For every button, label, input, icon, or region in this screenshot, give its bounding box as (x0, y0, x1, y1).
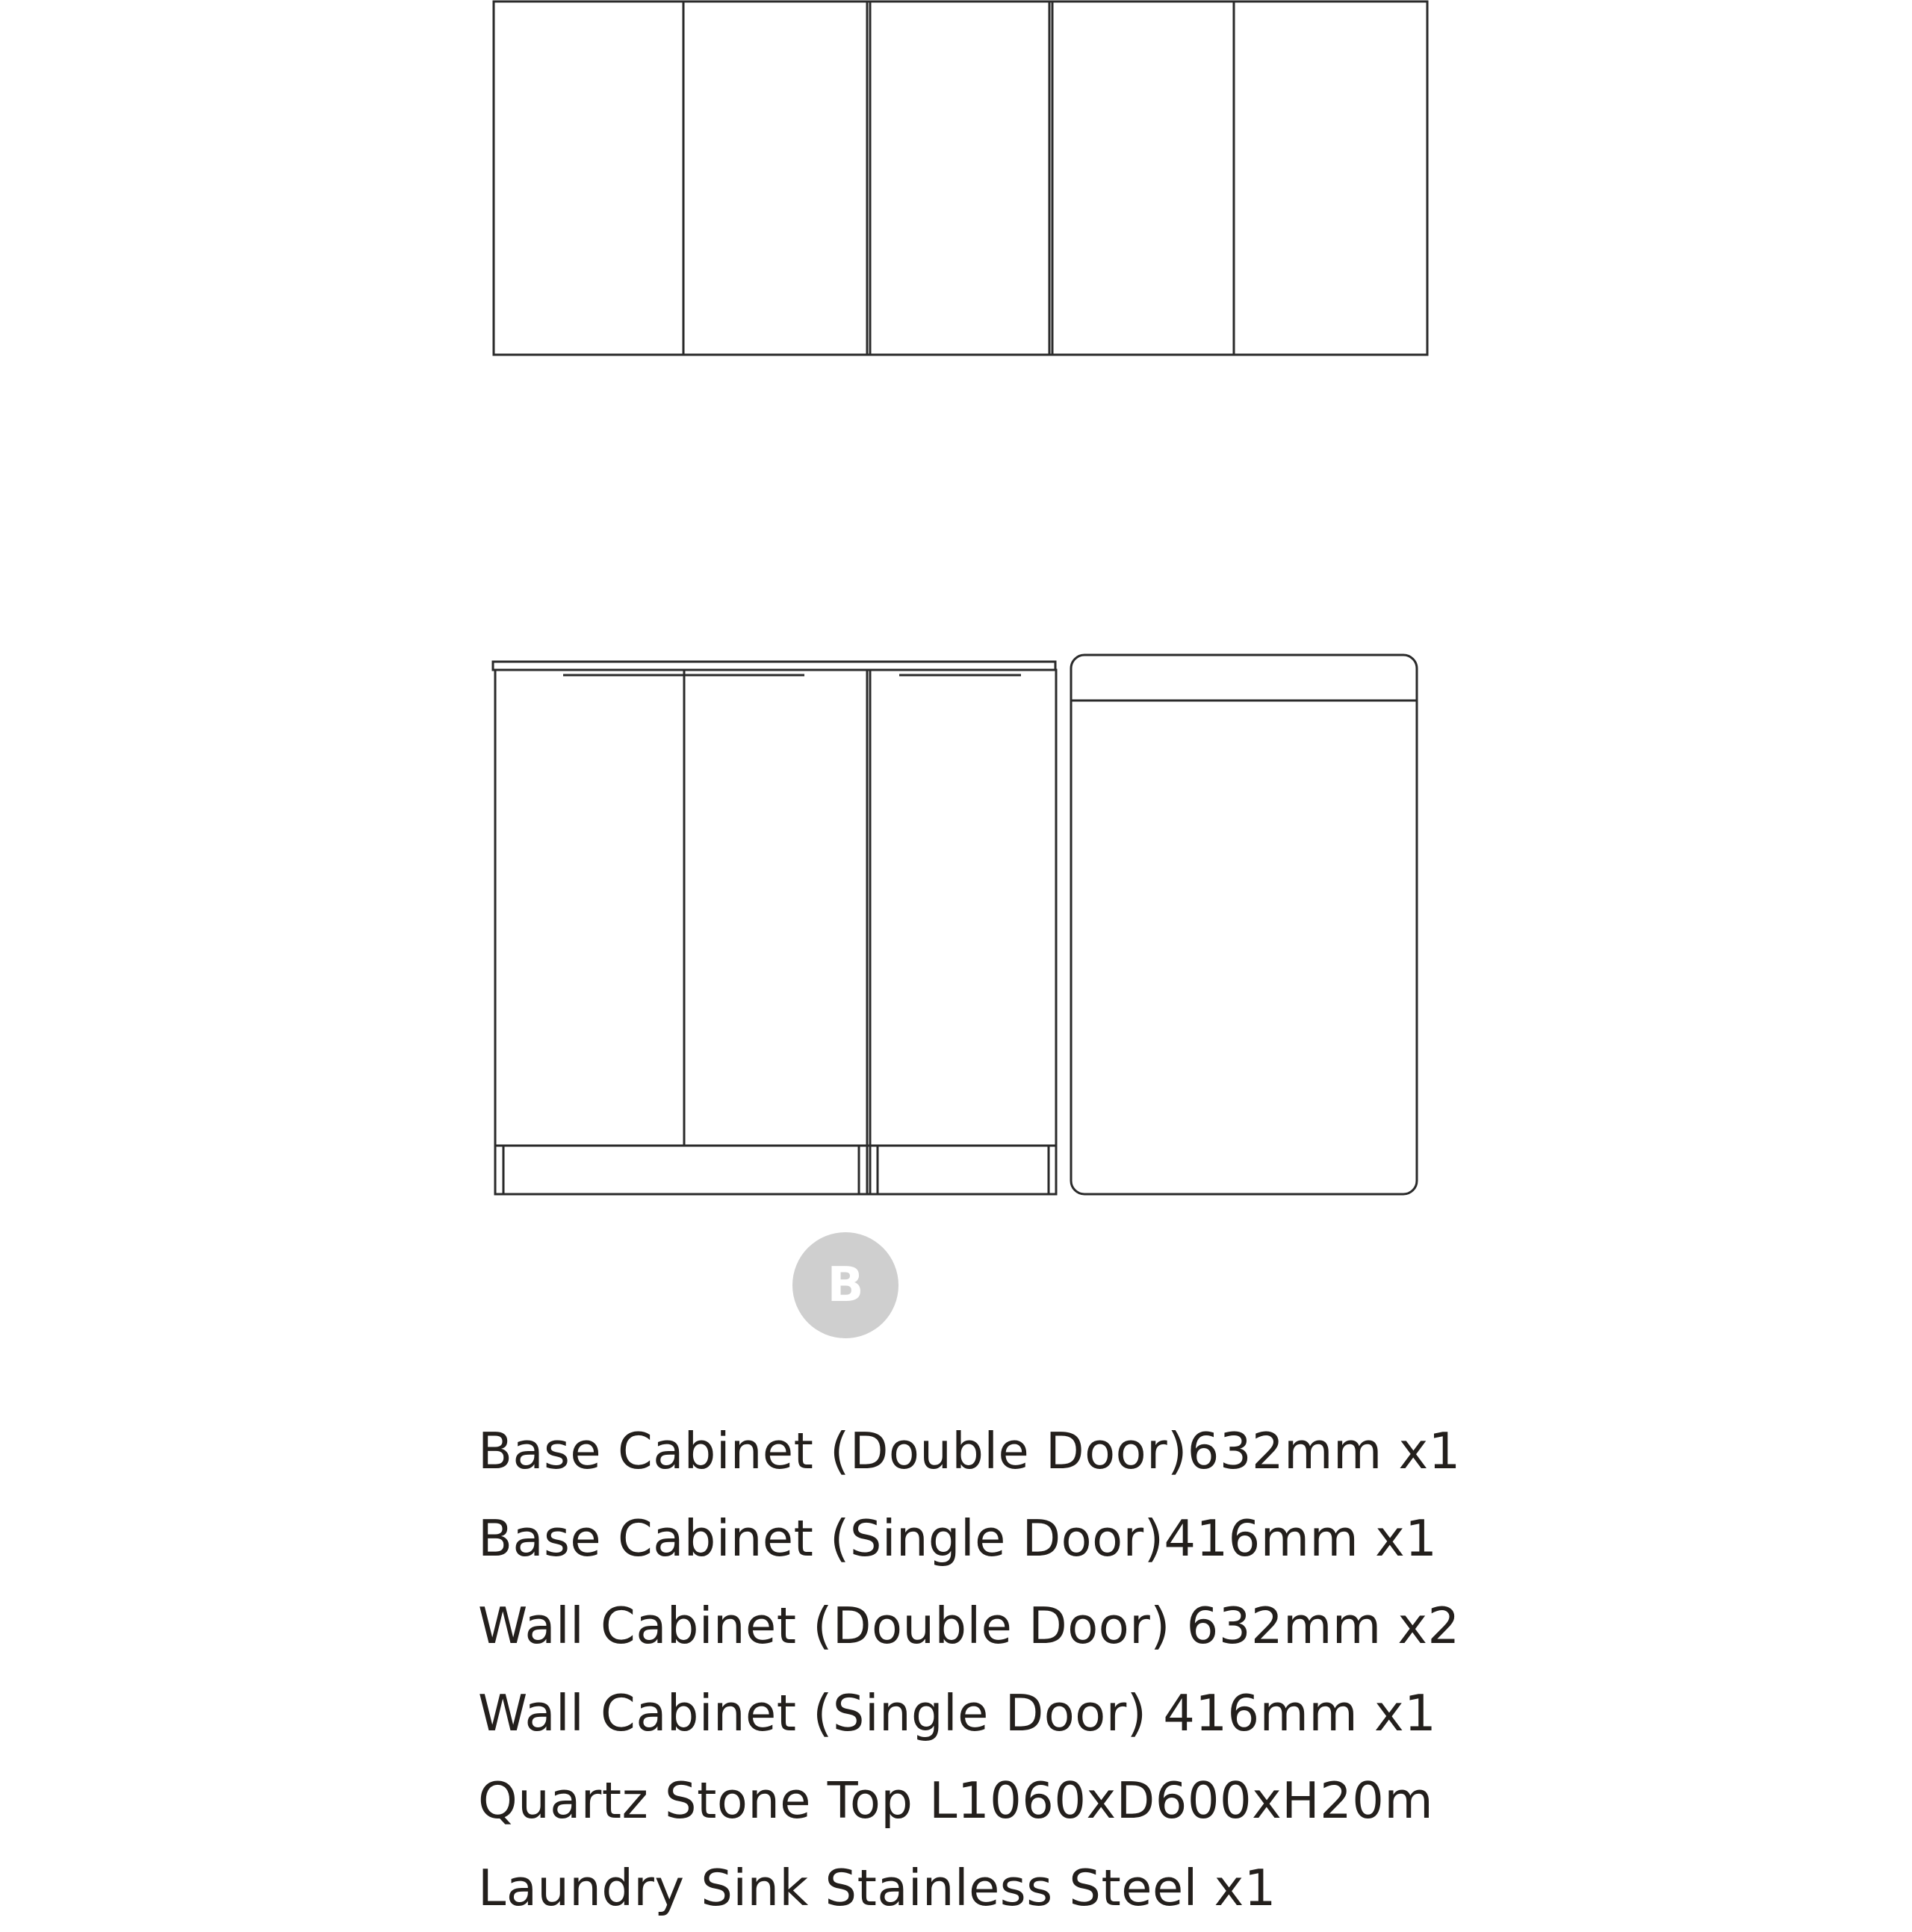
base-cabinets (493, 662, 1056, 1194)
laundry-sink-unit (1071, 655, 1417, 1194)
list-item: Quartz Stone Top L1060xD600xH20m (478, 1771, 1434, 1830)
list-item: Wall Cabinet (Double Door) 632mm x2 (478, 1597, 1460, 1655)
laundry-sink-body (1071, 655, 1417, 1194)
base-cabinet-outline (495, 670, 1056, 1194)
list-item: Laundry Sink Stainless Steel x1 (478, 1859, 1276, 1917)
list-item: Wall Cabinet (Single Door) 416mm x1 (478, 1684, 1437, 1742)
wall-cabinets (494, 1, 1427, 355)
wall-cabinet-outline (494, 1, 1427, 355)
section-badge: B (792, 1232, 898, 1338)
list-item: Base Cabinet (Single Door)416mm x1 (478, 1509, 1438, 1568)
item-list (478, 1408, 1461, 1932)
list-item: Base Cabinet (Double Door)632mm x1 (478, 1422, 1461, 1480)
countertop (493, 662, 1055, 670)
